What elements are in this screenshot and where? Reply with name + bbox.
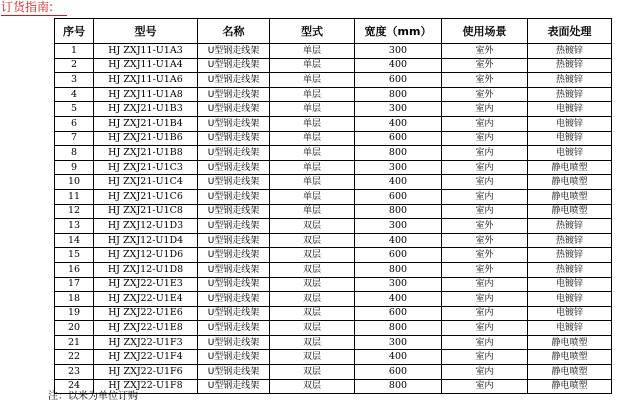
table-row — [55, 350, 612, 365]
cell-width: 600 — [355, 73, 442, 88]
cell-model: HJ ZXJ11-U1A4 — [94, 58, 198, 73]
cell-scene: 室外 — [442, 233, 528, 248]
cell-index: 4 — [55, 87, 94, 102]
cell-name: U型钢走线架 — [198, 321, 270, 336]
cell-index: 16 — [55, 262, 94, 277]
table-row — [55, 321, 612, 336]
cell-name: U型钢走线架 — [198, 116, 270, 131]
header-width: 宽度（mm） — [355, 19, 442, 44]
cell-width: 300 — [355, 44, 442, 59]
cell-model: HJ ZXJ22-U1F6 — [94, 365, 198, 380]
cell-name: U型钢走线架 — [198, 306, 270, 321]
cell-model: HJ ZXJ21-U1B6 — [94, 131, 198, 146]
table-body — [55, 44, 612, 394]
cell-width: 800 — [355, 379, 442, 394]
table-row — [55, 160, 612, 175]
heading-text: 订货指南: — [1, 0, 54, 14]
cell-model: HJ ZXJ22-U1E3 — [94, 277, 198, 292]
cell-type: 双层 — [270, 365, 355, 380]
cell-scene: 室内 — [442, 365, 528, 380]
cell-finish: 电镀锌 — [528, 292, 612, 307]
cell-scene: 室内 — [442, 379, 528, 394]
cell-model: HJ ZXJ12-U1D6 — [94, 248, 198, 263]
cell-scene: 室外 — [442, 219, 528, 234]
cell-index: 15 — [55, 248, 94, 263]
cell-type: 单层 — [270, 175, 355, 190]
cell-width: 400 — [355, 233, 442, 248]
table-row — [55, 233, 612, 248]
header-name: 名称 — [198, 19, 270, 44]
cell-model: HJ ZXJ11-U1A3 — [94, 44, 198, 59]
cell-index: 11 — [55, 189, 94, 204]
cell-type: 单层 — [270, 87, 355, 102]
cell-model: HJ ZXJ21-U1B8 — [94, 146, 198, 161]
cell-scene: 室外 — [442, 73, 528, 88]
cell-index: 22 — [55, 350, 94, 365]
cell-index: 18 — [55, 292, 94, 307]
cell-scene: 室内 — [442, 116, 528, 131]
cell-finish: 静电喷塑 — [528, 350, 612, 365]
cell-width: 600 — [355, 189, 442, 204]
cell-width: 600 — [355, 306, 442, 321]
cell-type: 双层 — [270, 248, 355, 263]
cell-type: 单层 — [270, 204, 355, 219]
cell-scene: 室内 — [442, 335, 528, 350]
cell-name: U型钢走线架 — [198, 44, 270, 59]
cell-name: U型钢走线架 — [198, 365, 270, 380]
cell-name: U型钢走线架 — [198, 350, 270, 365]
header-finish: 表面处理 — [528, 19, 612, 44]
cell-index: 19 — [55, 306, 94, 321]
cell-scene: 室外 — [442, 248, 528, 263]
cell-width: 800 — [355, 204, 442, 219]
cell-index: 12 — [55, 204, 94, 219]
cell-width: 400 — [355, 116, 442, 131]
cell-width: 400 — [355, 58, 442, 73]
cell-finish: 电镀锌 — [528, 102, 612, 117]
cell-finish: 电镀锌 — [528, 146, 612, 161]
cell-finish: 静电喷塑 — [528, 204, 612, 219]
cell-width: 800 — [355, 87, 442, 102]
cell-width: 800 — [355, 262, 442, 277]
cell-type: 双层 — [270, 277, 355, 292]
cell-index: 14 — [55, 233, 94, 248]
cell-name: U型钢走线架 — [198, 292, 270, 307]
cell-type: 双层 — [270, 379, 355, 394]
table-row — [55, 379, 612, 394]
cell-finish: 热镀锌 — [528, 73, 612, 88]
cell-index: 24 — [55, 379, 94, 394]
cell-width: 600 — [355, 131, 442, 146]
table-row — [55, 292, 612, 307]
table-row — [55, 116, 612, 131]
cell-name: U型钢走线架 — [198, 87, 270, 102]
cell-index: 21 — [55, 335, 94, 350]
cell-type: 单层 — [270, 189, 355, 204]
cell-width: 800 — [355, 321, 442, 336]
cell-name: U型钢走线架 — [198, 233, 270, 248]
cell-index: 3 — [55, 73, 94, 88]
cell-type: 双层 — [270, 335, 355, 350]
cell-index: 6 — [55, 116, 94, 131]
cell-finish: 热镀锌 — [528, 262, 612, 277]
cell-model: HJ ZXJ12-U1D8 — [94, 262, 198, 277]
cell-finish: 静电喷塑 — [528, 335, 612, 350]
cell-finish: 热镀锌 — [528, 248, 612, 263]
cell-index: 20 — [55, 321, 94, 336]
table-row — [55, 204, 612, 219]
cell-name: U型钢走线架 — [198, 379, 270, 394]
cell-finish: 静电喷塑 — [528, 160, 612, 175]
cell-name: U型钢走线架 — [198, 73, 270, 88]
footnote: 注：以米为单位订购 — [48, 391, 138, 402]
cell-type: 单层 — [270, 146, 355, 161]
cell-scene: 室内 — [442, 277, 528, 292]
cell-index: 13 — [55, 219, 94, 234]
cell-finish: 电镀锌 — [528, 116, 612, 131]
section-heading — [1, 0, 53, 14]
table-row — [55, 44, 612, 59]
cell-scene: 室内 — [442, 350, 528, 365]
cell-type: 单层 — [270, 160, 355, 175]
cell-scene: 室内 — [442, 306, 528, 321]
cell-name: U型钢走线架 — [198, 160, 270, 175]
cell-name: U型钢走线架 — [198, 262, 270, 277]
cell-type: 单层 — [270, 131, 355, 146]
cell-finish: 热镀锌 — [528, 87, 612, 102]
table-header-row — [55, 19, 612, 44]
cell-model: HJ ZXJ21-U1B3 — [94, 102, 198, 117]
cell-scene: 室内 — [442, 292, 528, 307]
cell-model: HJ ZXJ21-U1C4 — [94, 175, 198, 190]
cell-width: 600 — [355, 248, 442, 263]
cell-name: U型钢走线架 — [198, 248, 270, 263]
cell-type: 双层 — [270, 306, 355, 321]
cell-type: 双层 — [270, 321, 355, 336]
cell-finish: 热镀锌 — [528, 219, 612, 234]
cell-finish: 静电喷塑 — [528, 379, 612, 394]
table-row — [55, 262, 612, 277]
cell-scene: 室内 — [442, 204, 528, 219]
cell-type: 双层 — [270, 219, 355, 234]
cell-model: HJ ZXJ22-U1E4 — [94, 292, 198, 307]
cell-finish: 电镀锌 — [528, 277, 612, 292]
table-row — [55, 277, 612, 292]
cell-width: 300 — [355, 102, 442, 117]
cell-type: 单层 — [270, 58, 355, 73]
cell-type: 双层 — [270, 350, 355, 365]
table-row — [55, 219, 612, 234]
cell-model: HJ ZXJ22-U1F3 — [94, 335, 198, 350]
cell-index: 5 — [55, 102, 94, 117]
cell-index: 10 — [55, 175, 94, 190]
cell-type: 单层 — [270, 102, 355, 117]
table-row — [55, 131, 612, 146]
cell-width: 800 — [355, 146, 442, 161]
table-row — [55, 248, 612, 263]
header-scene: 使用场景 — [442, 19, 528, 44]
cell-name: U型钢走线架 — [198, 131, 270, 146]
table-row — [55, 365, 612, 380]
cell-width: 400 — [355, 350, 442, 365]
cell-index: 17 — [55, 277, 94, 292]
cell-width: 300 — [355, 277, 442, 292]
header-model: 型号 — [94, 19, 198, 44]
cell-scene: 室外 — [442, 44, 528, 59]
cell-finish: 热镀锌 — [528, 58, 612, 73]
cell-name: U型钢走线架 — [198, 175, 270, 190]
cell-model: HJ ZXJ21-U1B4 — [94, 116, 198, 131]
cell-finish: 热镀锌 — [528, 233, 612, 248]
cell-name: U型钢走线架 — [198, 146, 270, 161]
cell-model: HJ ZXJ22-U1F4 — [94, 350, 198, 365]
cell-model: HJ ZXJ22-U1F8 — [94, 379, 198, 394]
cell-type: 双层 — [270, 292, 355, 307]
cell-width: 300 — [355, 160, 442, 175]
cell-index: 9 — [55, 160, 94, 175]
table-row — [55, 306, 612, 321]
table-row — [55, 73, 612, 88]
cell-name: U型钢走线架 — [198, 189, 270, 204]
cell-finish: 电镀锌 — [528, 306, 612, 321]
cell-name: U型钢走线架 — [198, 335, 270, 350]
cell-width: 600 — [355, 365, 442, 380]
cell-index: 8 — [55, 146, 94, 161]
cell-finish: 静电喷塑 — [528, 189, 612, 204]
cell-model: HJ ZXJ11-U1A6 — [94, 73, 198, 88]
cell-index: 7 — [55, 131, 94, 146]
cell-name: U型钢走线架 — [198, 102, 270, 117]
cell-scene: 室内 — [442, 175, 528, 190]
cell-finish: 热镀锌 — [528, 44, 612, 59]
table-row — [55, 335, 612, 350]
cell-index: 1 — [55, 44, 94, 59]
cell-model: HJ ZXJ22-U1E6 — [94, 306, 198, 321]
table-row — [55, 146, 612, 161]
cell-index: 2 — [55, 58, 94, 73]
cell-name: U型钢走线架 — [198, 204, 270, 219]
cell-scene: 室内 — [442, 160, 528, 175]
cell-width: 400 — [355, 175, 442, 190]
table-row — [55, 189, 612, 204]
table-row — [55, 87, 612, 102]
cell-scene: 室内 — [442, 146, 528, 161]
header-type: 型式 — [270, 19, 355, 44]
cell-model: HJ ZXJ22-U1E8 — [94, 321, 198, 336]
cell-type: 双层 — [270, 262, 355, 277]
heading-underline — [1, 15, 67, 16]
cell-type: 双层 — [270, 233, 355, 248]
cell-type: 单层 — [270, 44, 355, 59]
cell-finish: 静电喷塑 — [528, 365, 612, 380]
cell-model: HJ ZXJ11-U1A8 — [94, 87, 198, 102]
cell-scene: 室外 — [442, 262, 528, 277]
cell-type: 单层 — [270, 116, 355, 131]
cell-finish: 静电喷塑 — [528, 175, 612, 190]
cell-name: U型钢走线架 — [198, 277, 270, 292]
cell-width: 300 — [355, 335, 442, 350]
cell-model: HJ ZXJ21-U1C3 — [94, 160, 198, 175]
cell-name: U型钢走线架 — [198, 219, 270, 234]
cell-finish: 电镀锌 — [528, 131, 612, 146]
cell-scene: 室内 — [442, 131, 528, 146]
cell-width: 400 — [355, 292, 442, 307]
cell-finish: 电镀锌 — [528, 321, 612, 336]
table-row — [55, 175, 612, 190]
cell-scene: 室外 — [442, 58, 528, 73]
header-index: 序号 — [55, 19, 94, 44]
cell-index: 23 — [55, 365, 94, 380]
cell-model: HJ ZXJ21-U1C8 — [94, 204, 198, 219]
cell-width: 300 — [355, 219, 442, 234]
order-guide-table — [54, 18, 612, 394]
cell-scene: 室内 — [442, 102, 528, 117]
table-row — [55, 102, 612, 117]
cell-scene: 室外 — [442, 87, 528, 102]
cell-name: U型钢走线架 — [198, 58, 270, 73]
cell-model: HJ ZXJ12-U1D4 — [94, 233, 198, 248]
cell-type: 单层 — [270, 73, 355, 88]
cell-scene: 室内 — [442, 321, 528, 336]
cell-model: HJ ZXJ21-U1C6 — [94, 189, 198, 204]
cell-model: HJ ZXJ12-U1D3 — [94, 219, 198, 234]
table-row — [55, 58, 612, 73]
cell-scene: 室内 — [442, 189, 528, 204]
